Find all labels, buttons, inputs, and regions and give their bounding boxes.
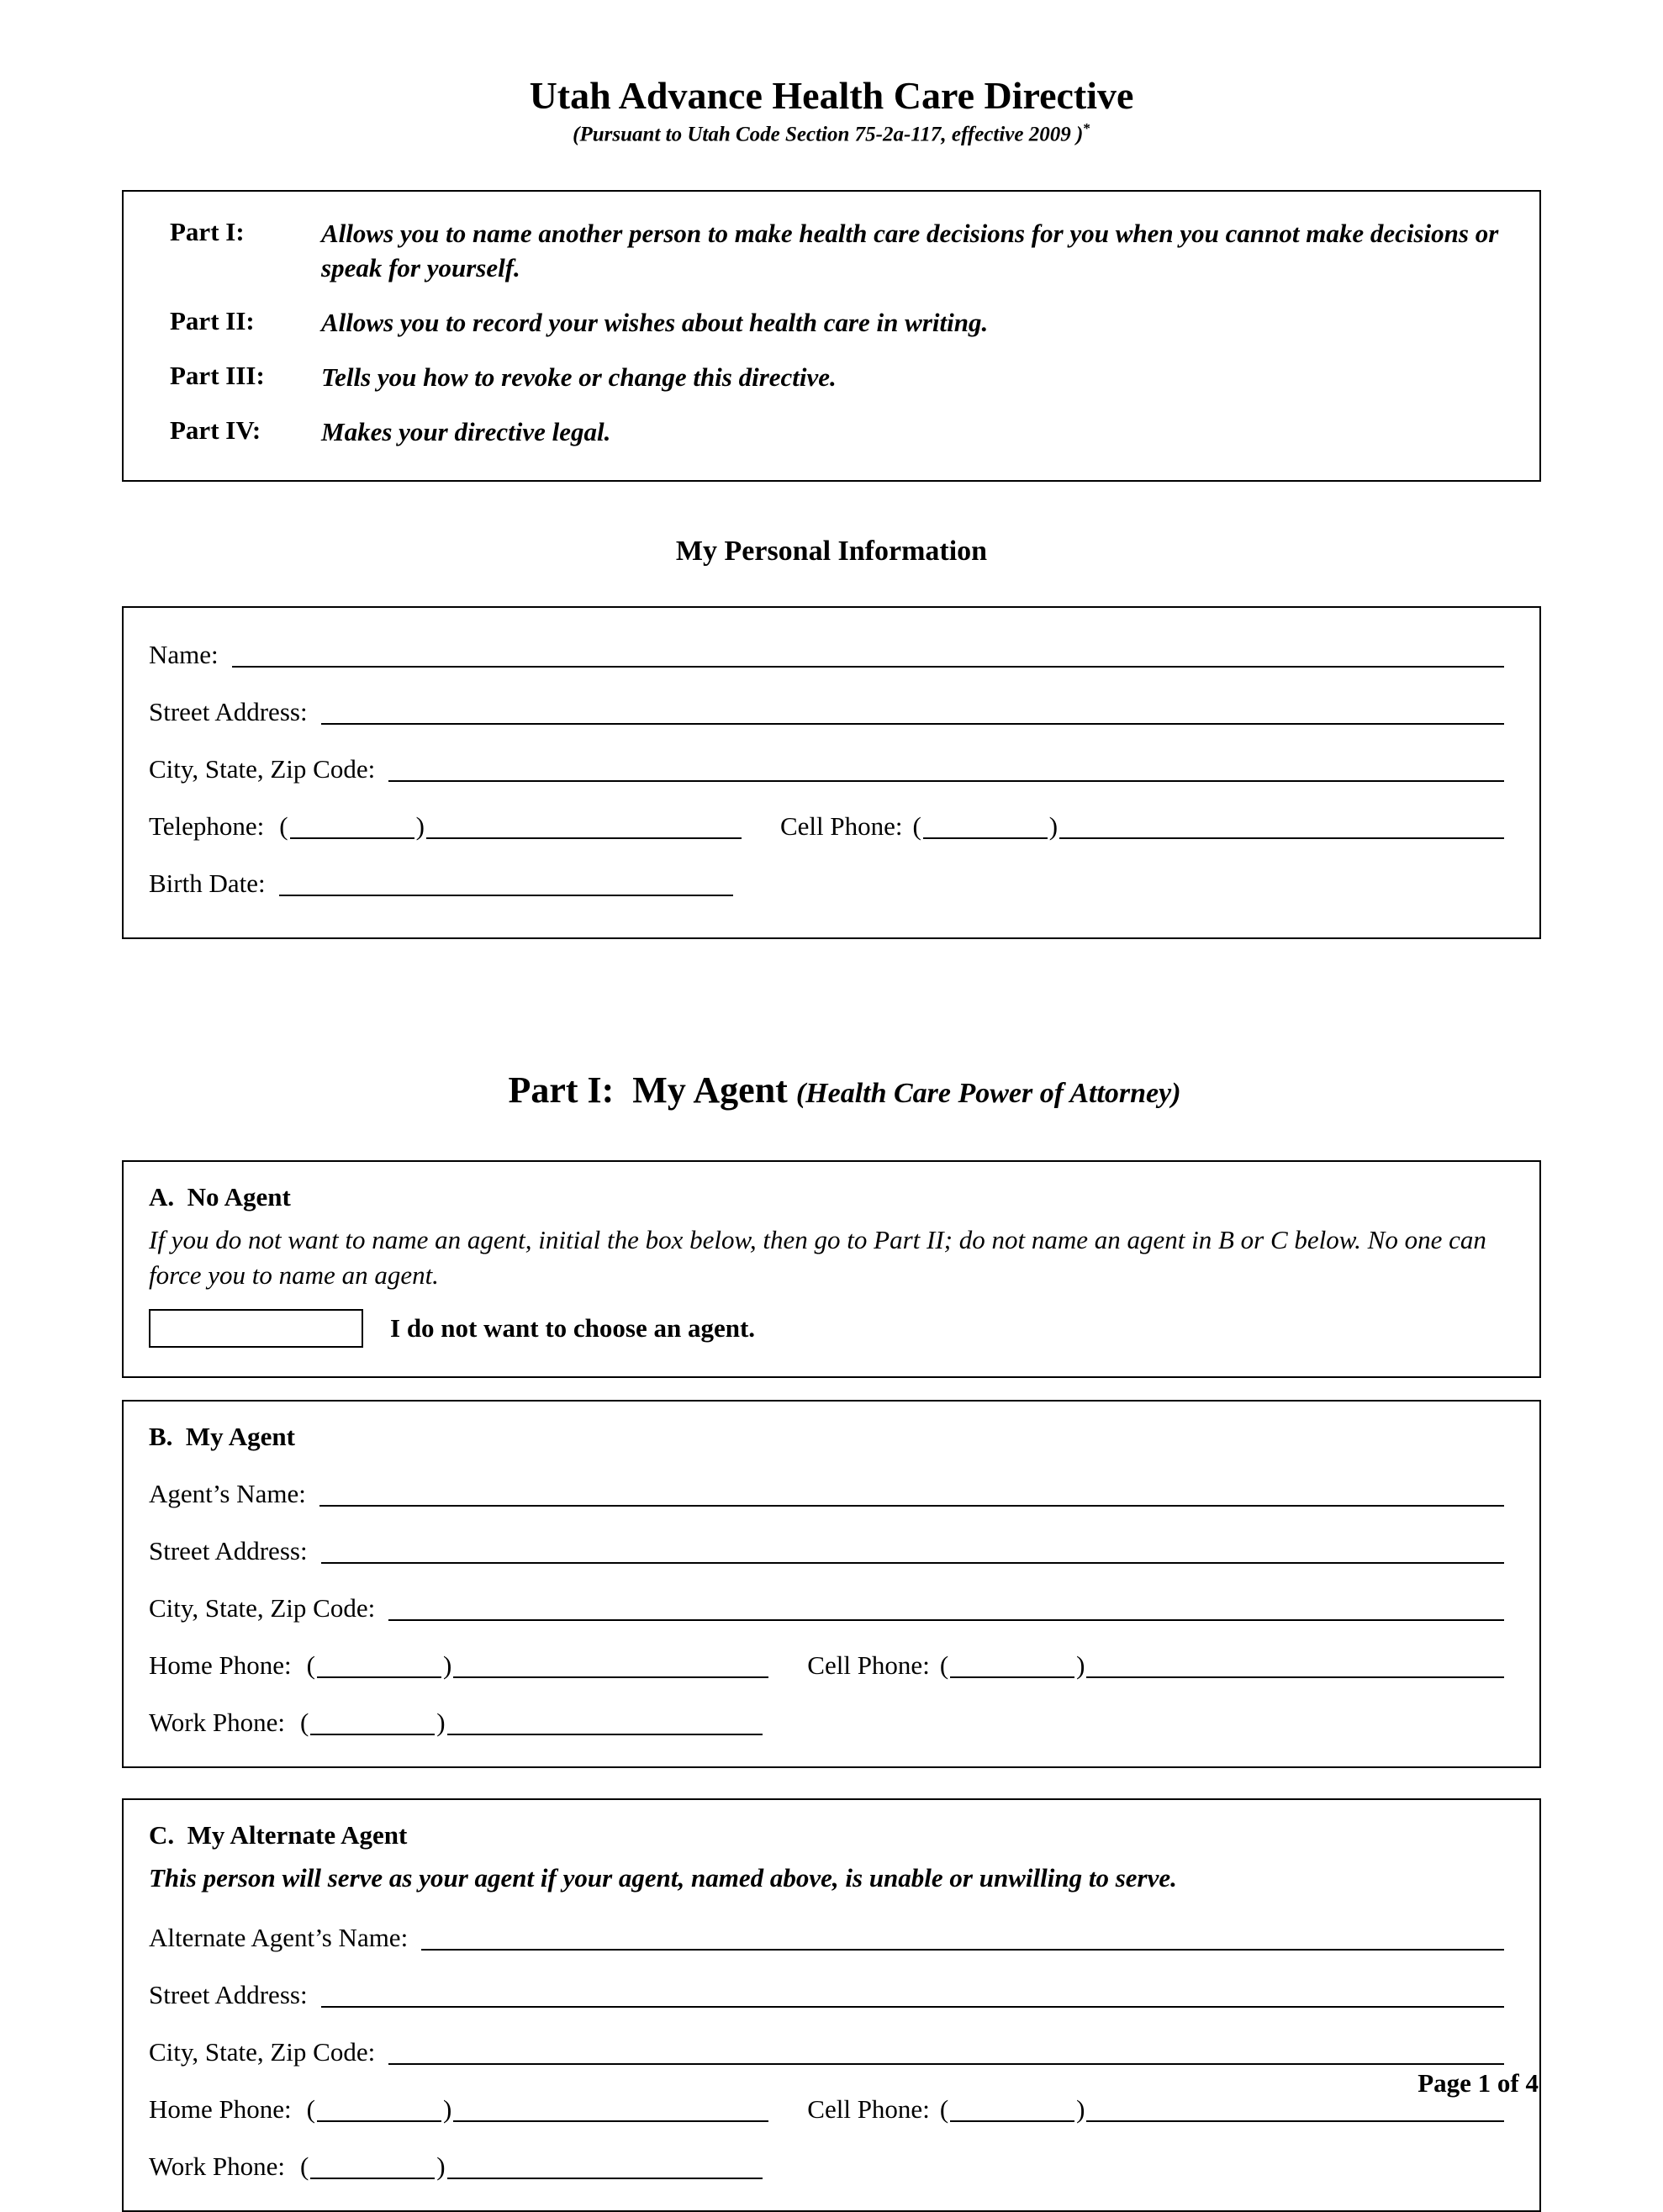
part1-heading xyxy=(122,1038,1541,1142)
alt-agent-work-phone-label: Work Phone: xyxy=(149,2151,285,2182)
section-b-heading: B. My Agent xyxy=(149,1422,295,1452)
alt-agent-home-phone-label: Home Phone: xyxy=(149,2094,292,2125)
agent-home-phone-label: Home Phone: xyxy=(149,1650,292,1681)
section-c-heading: C. My Alternate Agent xyxy=(149,1820,408,1850)
street-field-row xyxy=(149,695,1504,727)
part1-heading-paren: (Health Care Power of Attorney) xyxy=(795,1077,1181,1109)
close-paren: ) xyxy=(415,810,425,841)
agent-city-label: City, State, Zip Code: xyxy=(149,1593,376,1623)
telephone-area-code-line[interactable] xyxy=(290,814,414,839)
document-header xyxy=(122,74,1541,146)
alt-agent-work-phone-field-row xyxy=(149,2150,1504,2182)
open-paren: ( xyxy=(912,810,921,841)
alt-agent-home-phone-field-row xyxy=(149,2093,1504,2125)
city-label: City, State, Zip Code: xyxy=(149,753,376,784)
open-paren: ( xyxy=(279,810,288,841)
agent-city-field-row xyxy=(149,1592,1504,1623)
close-paren: ) xyxy=(1048,810,1059,841)
telephone-field-row xyxy=(149,810,1504,842)
personal-info-heading: My Personal Information xyxy=(675,535,988,567)
name-label: Name: xyxy=(149,639,219,669)
section-a-instructions: If you do not want to name an agent, initial the box below, then go to Part II; do not name an agent in B or C below. No one can force you to name an agent. xyxy=(149,1224,1486,1290)
agent-street-field-row xyxy=(149,1534,1504,1566)
city-input-line[interactable] xyxy=(388,757,1504,782)
part-iv-label: Part IV: xyxy=(170,414,261,445)
parts-overview-box xyxy=(122,190,1541,482)
cell-number-line[interactable] xyxy=(1059,814,1504,839)
agent-work-number-line[interactable] xyxy=(447,1710,763,1735)
document-subtitle xyxy=(122,120,1541,146)
close-paren: ) xyxy=(436,2151,446,2182)
page-number: Page 1 of 4 xyxy=(1418,2068,1539,2098)
open-paren: ( xyxy=(299,2151,309,2182)
agent-home-phone-field-row xyxy=(149,1649,1504,1681)
agent-work-phone-label: Work Phone: xyxy=(149,1708,285,1738)
part-iv-description: Makes your directive legal. xyxy=(321,416,611,446)
agent-name-input-line[interactable] xyxy=(319,1481,1504,1507)
birth-date-input-line[interactable] xyxy=(279,871,733,896)
part1-heading-main: Part I: My Agent xyxy=(508,1069,788,1111)
alt-agent-city-label: City, State, Zip Code: xyxy=(149,2037,376,2067)
close-paren: ) xyxy=(1076,2094,1085,2125)
agent-cell-area-code-line[interactable] xyxy=(950,1653,1074,1678)
no-agent-optout-row xyxy=(149,1309,1504,1348)
street-input-line[interactable] xyxy=(321,699,1504,725)
open-paren: ( xyxy=(939,1650,949,1681)
alt-agent-street-input-line[interactable] xyxy=(321,1982,1504,2008)
subtitle-text: (Pursuant to Utah Code Section 75-2a-117, effective 2009 ) xyxy=(573,123,1084,146)
section-b-my-agent-box xyxy=(122,1400,1541,1768)
agent-name-field-row xyxy=(149,1477,1504,1509)
agent-home-number-line[interactable] xyxy=(453,1653,768,1678)
part-iii-description: Tells you how to revoke or change this directive. xyxy=(321,362,837,392)
alt-agent-city-field-row xyxy=(149,2035,1504,2067)
section-c-intro: This person will serve as your agent if your agent, named above, is unable or unwilling to serve. xyxy=(149,1863,1177,1893)
part-ii-description: Allows you to record your wishes about health care in writing. xyxy=(321,308,989,338)
alt-agent-cell-phone-label: Cell Phone: xyxy=(807,2094,930,2125)
agent-work-phone-field-row xyxy=(149,1706,1504,1738)
close-paren: ) xyxy=(442,1650,452,1681)
birth-date-field-row xyxy=(149,867,1504,899)
name-input-line[interactable] xyxy=(232,642,1504,668)
telephone-label: Telephone: xyxy=(149,810,265,841)
initials-box[interactable] xyxy=(149,1309,363,1348)
agent-name-label: Agent’s Name: xyxy=(149,1479,306,1509)
document-title: Utah Advance Health Care Directive xyxy=(529,74,1134,117)
close-paren: ) xyxy=(442,2094,452,2125)
agent-city-input-line[interactable] xyxy=(388,1596,1504,1621)
name-field-row xyxy=(149,638,1504,670)
cell-phone-label: Cell Phone: xyxy=(779,810,903,841)
agent-work-area-code-line[interactable] xyxy=(310,1710,435,1735)
agent-home-area-code-line[interactable] xyxy=(317,1653,441,1678)
section-c-alternate-agent-box xyxy=(122,1798,1541,2212)
alt-agent-street-field-row xyxy=(149,1978,1504,2010)
alt-agent-cell-number-line[interactable] xyxy=(1086,2097,1504,2122)
no-agent-optout-label: I do not want to choose an agent. xyxy=(390,1313,756,1344)
agent-cell-phone-label: Cell Phone: xyxy=(807,1650,930,1681)
street-label: Street Address: xyxy=(149,696,308,726)
city-field-row xyxy=(149,752,1504,784)
section-a-no-agent-box xyxy=(122,1160,1541,1379)
part-ii-label: Part II: xyxy=(170,306,255,336)
agent-cell-number-line[interactable] xyxy=(1086,1653,1504,1678)
section-a-heading: A. No Agent xyxy=(149,1181,291,1212)
close-paren: ) xyxy=(436,1708,446,1738)
footnote-asterisk: * xyxy=(1083,119,1090,136)
alt-agent-name-field-row xyxy=(149,1921,1504,1953)
alt-agent-home-area-code-line[interactable] xyxy=(317,2097,441,2122)
parts-overview-grid xyxy=(170,217,1502,450)
close-paren: ) xyxy=(1076,1650,1085,1681)
alt-agent-name-label: Alternate Agent’s Name: xyxy=(149,1923,409,1953)
alt-agent-work-area-code-line[interactable] xyxy=(310,2154,435,2179)
open-paren: ( xyxy=(306,2094,315,2125)
alt-agent-street-label: Street Address: xyxy=(149,1980,308,2010)
part-iii-label: Part III: xyxy=(170,360,265,390)
open-paren: ( xyxy=(306,1650,315,1681)
part-i-description: Allows you to name another person to make health care decisions for you when you cannot make decisions or speak for yourself. xyxy=(321,219,1499,283)
alt-agent-name-input-line[interactable] xyxy=(421,1925,1504,1951)
alt-agent-cell-area-code-line[interactable] xyxy=(950,2097,1074,2122)
birth-date-label: Birth Date: xyxy=(149,868,266,898)
personal-info-box xyxy=(122,606,1541,939)
part-i-label: Part I: xyxy=(170,217,245,247)
agent-street-input-line[interactable] xyxy=(321,1539,1504,1564)
alt-agent-home-number-line[interactable] xyxy=(453,2097,768,2122)
alt-agent-city-input-line[interactable] xyxy=(388,2040,1504,2065)
open-paren: ( xyxy=(939,2094,949,2125)
open-paren: ( xyxy=(299,1708,309,1738)
alt-agent-work-number-line[interactable] xyxy=(447,2154,763,2179)
telephone-number-line[interactable] xyxy=(426,814,742,839)
agent-street-label: Street Address: xyxy=(149,1536,308,1566)
cell-area-code-line[interactable] xyxy=(923,814,1048,839)
